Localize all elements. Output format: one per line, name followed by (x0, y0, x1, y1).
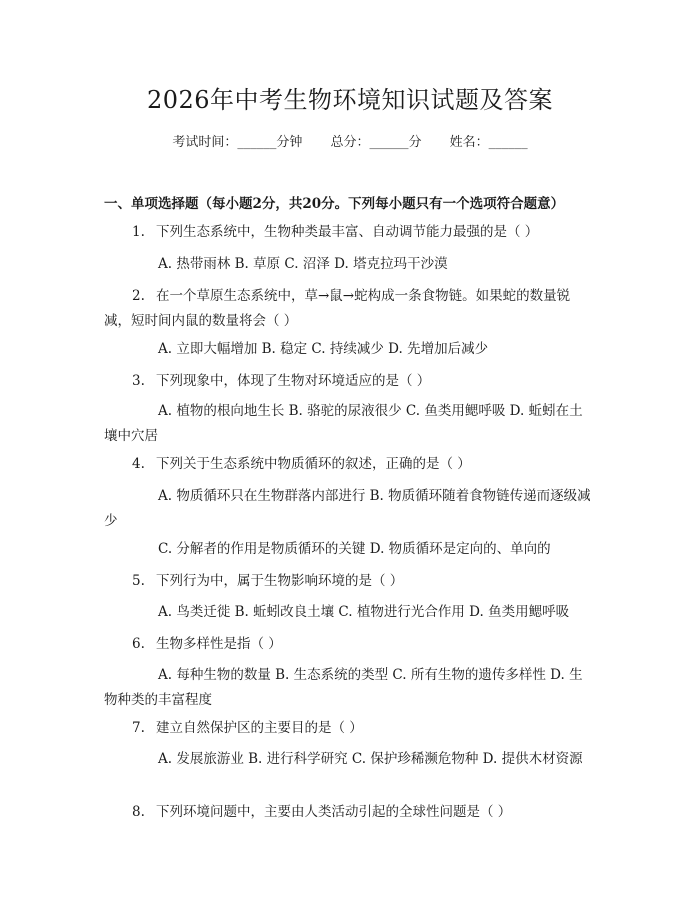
question-1-options (104, 252, 592, 277)
question-7 (104, 716, 592, 741)
question-stem (104, 716, 592, 741)
question-7-options (104, 747, 592, 772)
question-number: 7. (132, 720, 145, 736)
question-1 (104, 220, 592, 245)
question-text: 下列现象中，体现了生物对环境适应的是（ ） (156, 373, 431, 389)
question-number: 4. (132, 456, 145, 472)
question-options: A. 每种生物的数量 B. 生态系统的类型 C. 所有生物的遗传多样性 D. 生物种类的丰富程度 (104, 667, 583, 708)
question-stem (104, 220, 592, 245)
question-options: A. 发展旅游业 B. 进行科学研究 C. 保护珍稀濒危物种 D. 提供木材资源 (158, 751, 583, 767)
question-2 (104, 284, 592, 334)
question-number: 3. (132, 373, 145, 389)
section-heading: 一、单项选择题（每小题2分，共20分。下列每小题只有一个选项符合题意） (104, 196, 565, 212)
question-options: A. 植物的根向地生长 B. 骆驼的尿液很少 C. 鱼类用鳃呼吸 D. 蚯蚓在土壤中穴居 (104, 403, 583, 444)
question-text: 下列环境问题中，主要由人类活动引起的全球性问题是（ ） (156, 804, 512, 820)
question-6 (104, 632, 592, 657)
question-options: A. 立即大幅增加 B. 稳定 C. 持续减少 D. 先增加后减少 (158, 341, 489, 357)
question-4 (104, 452, 592, 477)
question-8 (104, 800, 592, 825)
question-number: 5. (132, 573, 145, 589)
exam-time-field: 考试时间：______分钟 (172, 135, 303, 150)
question-text: 生物多样性是指（ ） (156, 636, 282, 652)
question-stem (104, 284, 592, 334)
question-number: 1. (132, 224, 145, 240)
question-text: 下列关于生态系统中物质循环的叙述，正确的是（ ） (156, 456, 471, 472)
question-3 (104, 369, 592, 394)
question-number: 6. (132, 636, 145, 652)
question-text: 下列生态系统中，生物种类最丰富、自动调节能力最强的是（ ） (156, 224, 539, 240)
question-number: 2. (132, 288, 145, 304)
question-stem (104, 800, 592, 825)
question-options: A. 鸟类迁徙 B. 蚯蚓改良土壤 C. 植物进行光合作用 D. 鱼类用鳃呼吸 (158, 604, 570, 620)
total-score-field: 总分：______分 (330, 135, 422, 150)
question-options: C. 分解者的作用是物质循环的关键 D. 物质循环是定向的、单向的 (158, 541, 551, 557)
question-3-options (104, 399, 592, 449)
question-stem (104, 369, 592, 394)
question-options: A. 热带雨林 B. 草原 C. 沼泽 D. 塔克拉玛干沙漠 (158, 256, 448, 272)
question-options: A. 物质循环只在生物群落内部进行 B. 物质循环随着食物链传递而逐级减少 (104, 488, 591, 529)
question-4-options-a (104, 484, 592, 534)
student-name-field: 姓名：______ (449, 135, 528, 150)
question-6-options (104, 663, 592, 713)
question-number: 8. (132, 804, 145, 820)
question-4-options-b (104, 537, 592, 562)
question-5-options (104, 600, 592, 625)
question-stem (104, 452, 592, 477)
question-text: 在一个草原生态系统中，草→鼠→蛇构成一条食物链。如果蛇的数量锐减，短时间内鼠的数量将会（ ） (104, 288, 571, 329)
question-text: 建立自然保护区的主要目的是（ ） (156, 720, 363, 736)
question-2-options (104, 337, 592, 362)
question-text: 下列行为中，属于生物影响环境的是（ ） (156, 573, 404, 589)
question-stem (104, 569, 592, 594)
question-5 (104, 569, 592, 594)
question-stem (104, 632, 592, 657)
exam-info-line (0, 131, 700, 150)
page-title: 2026年中考生物环境知识试题及答案 (146, 86, 554, 114)
